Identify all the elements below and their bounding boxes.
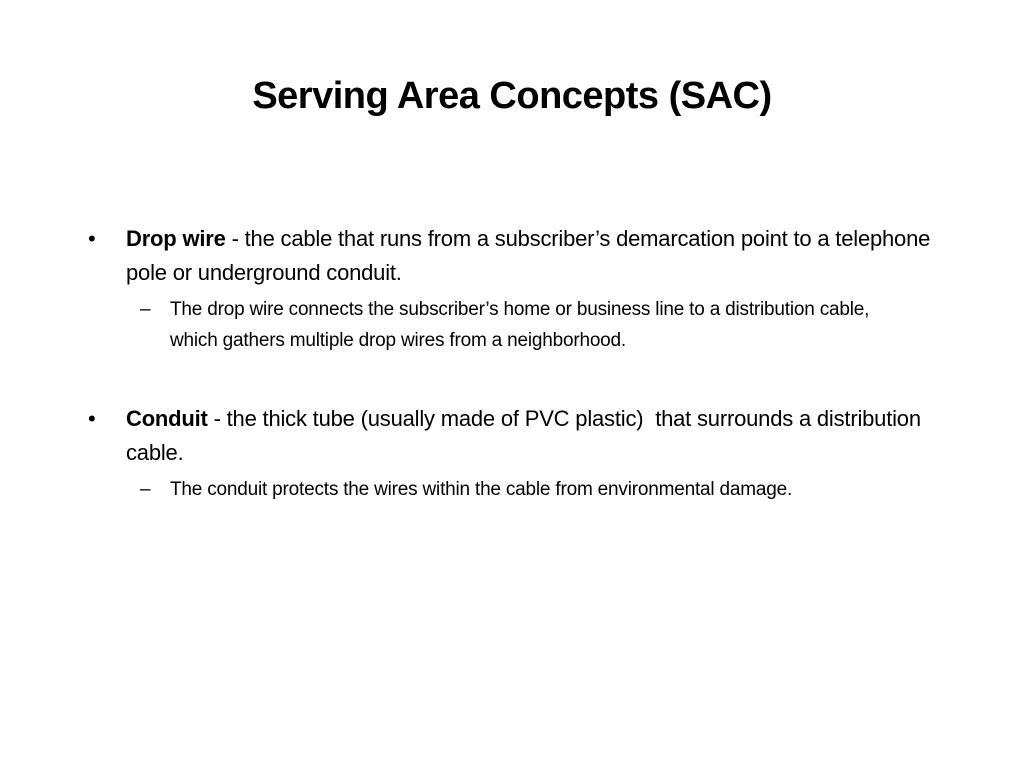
bullet-conduit (88, 402, 946, 470)
sub-bullet-conduit (126, 474, 890, 505)
sub-bullet-drop-wire (126, 294, 890, 356)
sub-bullet-marker: – (140, 479, 151, 500)
sub-bullet-marker: – (140, 299, 151, 320)
bullet-spacer (88, 356, 948, 402)
bullet-term: Conduit (126, 406, 208, 431)
bullet-drop-wire (88, 222, 948, 290)
slide-body (88, 222, 948, 505)
sub-bullet-text: The conduit protects the wires within the cable from environmental damage. (170, 479, 793, 500)
bullet-marker: • (88, 406, 96, 431)
bullet-text: - the thick tube (usually made of PVC plastic) that surrounds a distribution cable. (126, 406, 927, 465)
bullet-text: - the cable that runs from a subscriber’s demarcation point to a telephone pole or underground conduit. (126, 226, 937, 285)
slide-title: Serving Area Concepts (SAC) (252, 75, 772, 117)
bullet-term: Drop wire (126, 226, 226, 251)
bullet-marker: • (88, 226, 96, 251)
sub-bullet-text: The drop wire connects the subscriber’s home or business line to a distribution cable, which gathers multiple drop wires from a neighborhood. (170, 299, 870, 351)
